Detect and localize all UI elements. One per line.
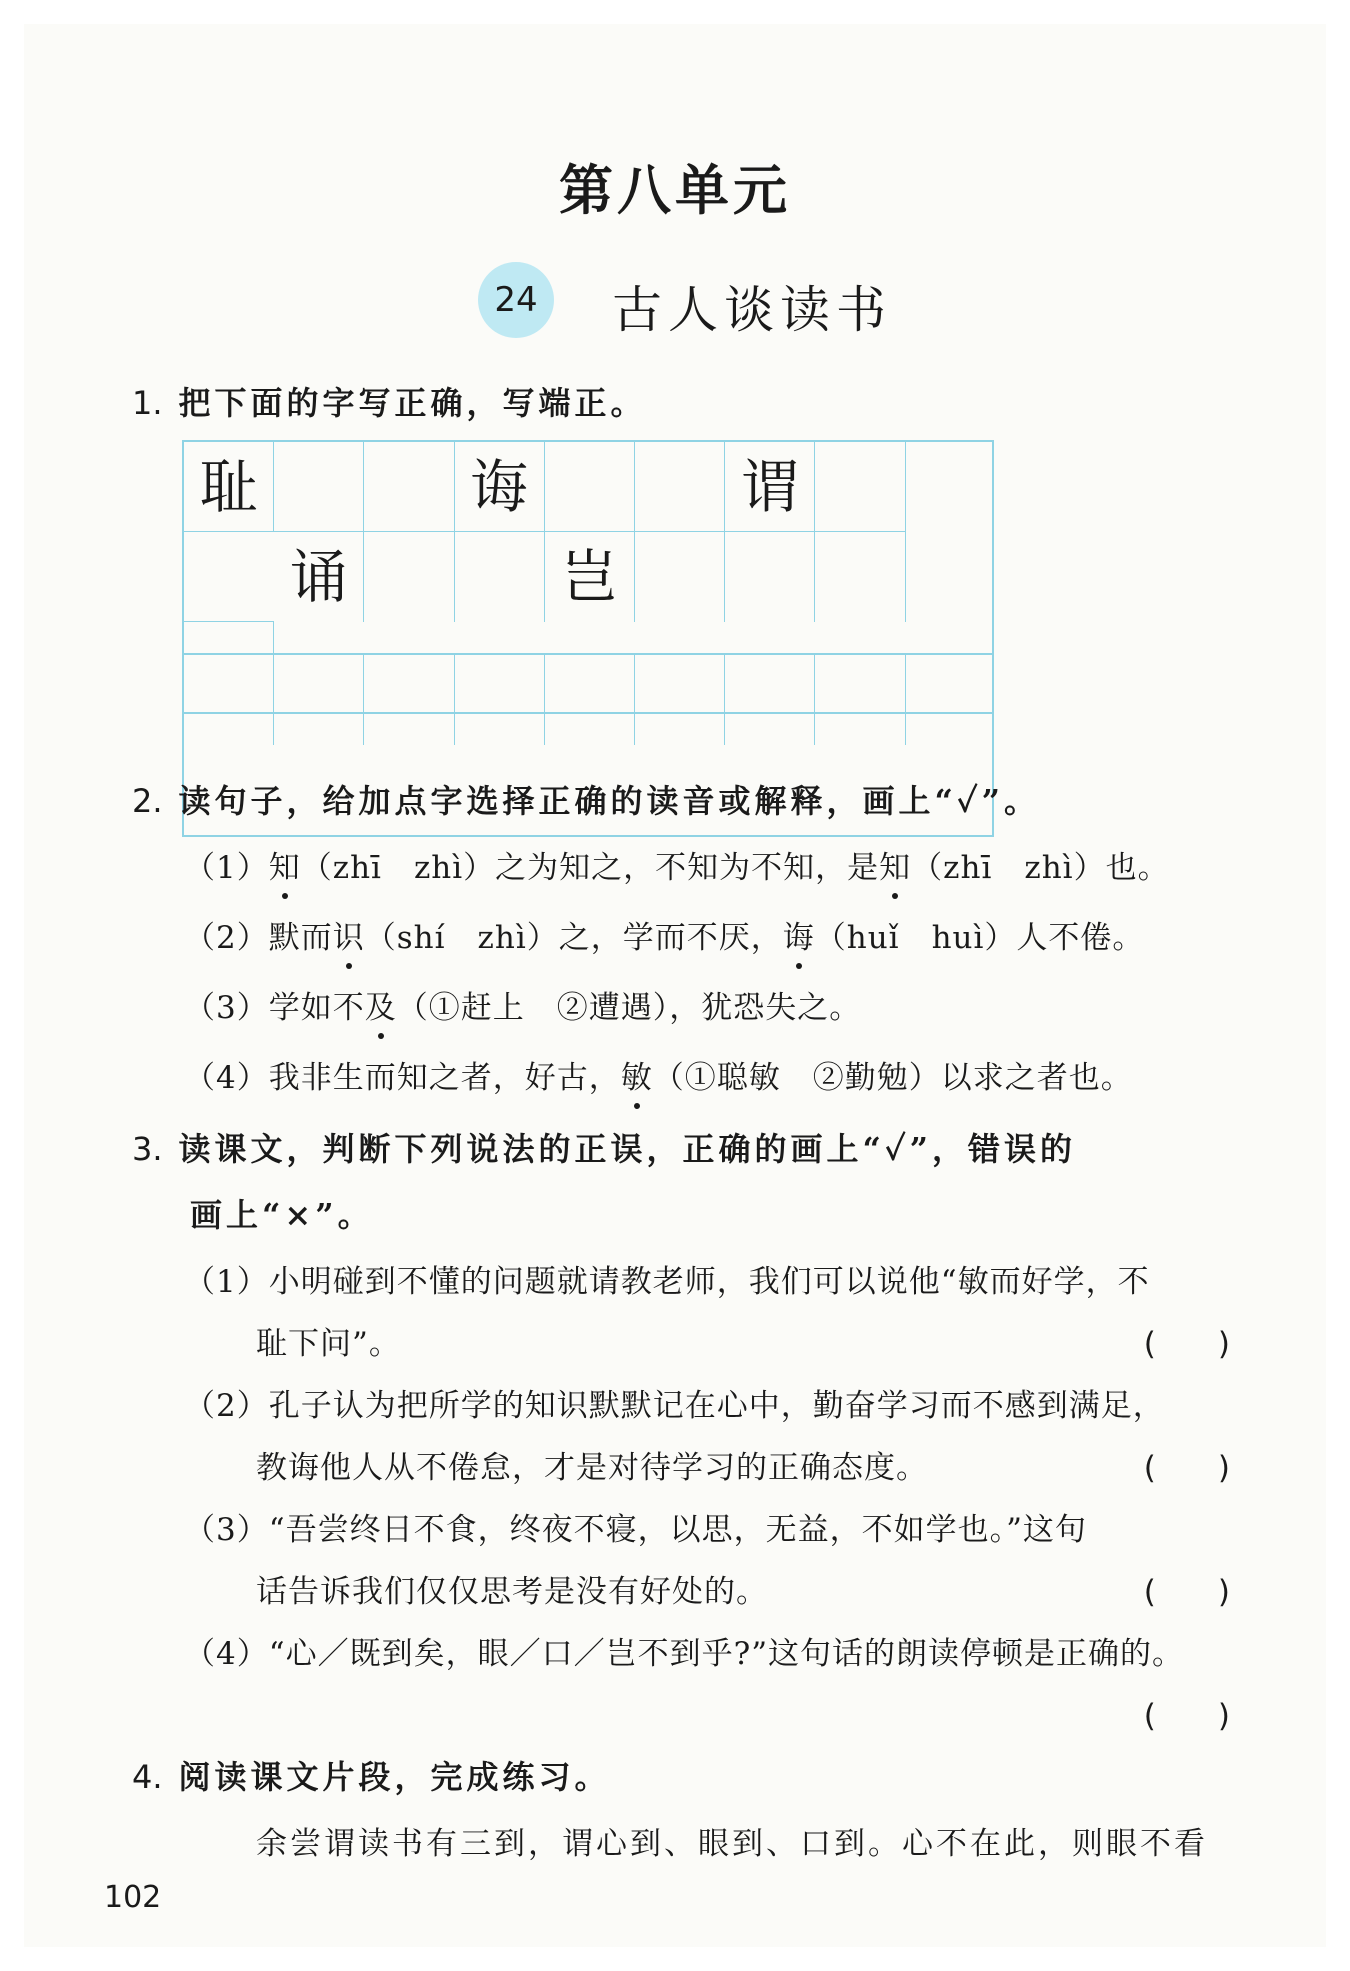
question-3-item-2-cont: 教诲他人从不倦怠，才是对待学习的正确态度。 [256, 1450, 928, 1486]
item-text[interactable]: （①赶上 ②遭遇），犹恐失之。 [396, 990, 862, 1026]
grid-cell[interactable] [635, 532, 725, 622]
question-3-item-1: （1）小明碰到不懂的问题就请教老师，我们可以说他“敏而好学，不 [184, 1264, 1150, 1300]
answer-paren[interactable]: ( ) [1143, 1574, 1230, 1610]
dotted-char: 及 [365, 982, 397, 1027]
dotted-char: 知 [269, 842, 301, 887]
question-3-item-3: （3）“吾尝终日不食，终夜不寝，以思，无益，不如学也。”这句 [184, 1512, 1087, 1548]
dotted-char: 识 [333, 912, 365, 957]
grid-cell[interactable] [364, 532, 454, 622]
item-text: 学如不 [268, 990, 365, 1026]
question-2-heading [132, 776, 1040, 822]
question-3-number: 3. [132, 1130, 163, 1168]
item-number: （4） [184, 1060, 269, 1096]
item-text[interactable]: （zhī zhì）也。 [911, 850, 1170, 886]
grid-cell[interactable] [635, 442, 725, 532]
grid-cell[interactable] [455, 532, 545, 622]
question-3-heading [132, 1124, 1076, 1170]
question-1-heading [132, 378, 647, 424]
dotted-char: 诲 [783, 912, 815, 957]
item-text[interactable]: （zhī zhì）之为知之，不知为不知，是 [300, 850, 880, 886]
item-text[interactable]: （shí zhì）之，学而不厌， [364, 920, 783, 956]
grid-cell[interactable] [455, 655, 545, 745]
lesson-header [0, 262, 1350, 352]
grid-cell[interactable]: 岂 [545, 532, 635, 622]
dotted-char: 知 [879, 842, 911, 887]
grid-cell[interactable] [635, 655, 725, 745]
dotted-char: 敏 [621, 1052, 653, 1097]
question-2-number: 2. [132, 782, 163, 820]
lesson-title: 古人谈读书 [612, 281, 892, 339]
question-4-heading [132, 1752, 611, 1798]
grid-cell[interactable] [274, 655, 364, 745]
grid-cell[interactable] [545, 442, 635, 532]
question-3-item-3-cont: 话告诉我们仅仅思考是没有好处的。 [256, 1574, 768, 1610]
grid-cell[interactable]: 诲 [455, 442, 545, 532]
unit-title: 第八单元 [559, 158, 791, 222]
question-3-item-2: （2）孔子认为把所学的知识默默记在心中，勤奋学习而不感到满足， [184, 1388, 1165, 1424]
item-text[interactable]: （①聪敏 ②勤勉）以求之者也。 [652, 1060, 1133, 1096]
grid-cell[interactable] [274, 442, 364, 532]
reading-passage: 余尝谓读书有三到，谓心到、眼到、口到。心不在此，则眼不看 [256, 1826, 1208, 1862]
question-3-item-1-cont: 耻下问”。 [256, 1326, 401, 1362]
item-text: 我非生而知之者，好古， [268, 1060, 621, 1096]
grid-cell[interactable] [364, 442, 454, 532]
item-number: （3） [184, 990, 269, 1026]
question-4-number: 4. [132, 1758, 163, 1796]
question-2-item-3 [184, 982, 861, 1027]
answer-paren[interactable]: ( ) [1143, 1450, 1230, 1486]
question-3-heading-cont: 画上“×”。 [190, 1196, 374, 1234]
item-text: 默而 [268, 920, 333, 956]
item-number: （2） [184, 920, 269, 956]
grid-cell[interactable] [184, 655, 274, 745]
question-1-number: 1. [132, 384, 163, 422]
grid-cell[interactable] [184, 532, 274, 622]
grid-cell[interactable] [364, 655, 454, 745]
grid-cell[interactable] [545, 655, 635, 745]
question-2-item-4 [184, 1052, 1133, 1097]
grid-cell[interactable]: 谓 [725, 442, 815, 532]
question-3-text: 读课文，判断下列说法的正误，正确的画上“✓”，错误的 [178, 1130, 1076, 1168]
question-3-item-4: （4）“心／既到矣，眼／口／岂不到乎?”这句话的朗读停顿是正确的。 [184, 1636, 1185, 1672]
grid-cell[interactable] [725, 655, 815, 745]
page-number: 102 [104, 1880, 162, 1915]
lesson-number-badge: 24 [478, 262, 554, 338]
grid-cell[interactable]: 耻 [184, 442, 274, 532]
answer-paren[interactable]: ( ) [1143, 1326, 1230, 1362]
item-number: （1） [184, 850, 269, 886]
question-1-text: 把下面的字写正确，写端正。 [178, 384, 647, 422]
question-2-item-1 [184, 842, 1170, 887]
grid-cell[interactable]: 诵 [274, 532, 364, 622]
question-2-text: 读句子，给加点字选择正确的读音或解释，画上“✓”。 [178, 782, 1040, 820]
grid-cell[interactable] [815, 442, 905, 532]
grid-cell[interactable] [725, 532, 815, 622]
answer-paren[interactable]: ( ) [1143, 1698, 1230, 1734]
grid-cell[interactable] [815, 532, 905, 622]
item-text[interactable]: （huǐ huì）人不倦。 [814, 920, 1145, 956]
question-4-text: 阅读课文片段，完成练习。 [178, 1758, 611, 1796]
grid-cell[interactable] [815, 655, 905, 745]
question-2-item-2 [184, 912, 1144, 957]
